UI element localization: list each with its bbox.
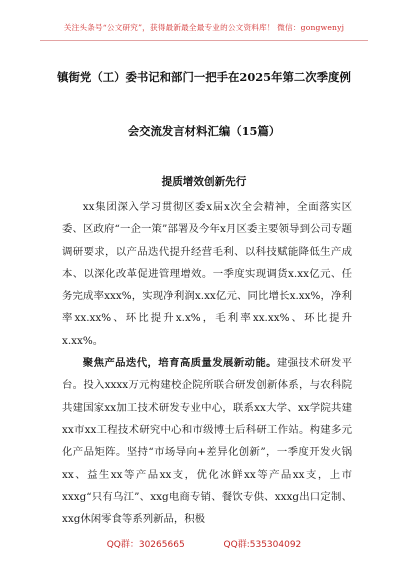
paragraph-1-text: xx集团深入学习贯彻区委x届x次全会精神，全面落实区委、区政府“一企一策”部署及今年x月区委主要领导到公司专题调研要求，以产品迭代提升经营毛利、以科技赋能降低生产成本、以深化改革促进管理增效。一季度实现调货x.xx亿元、任务完成率xxx%，实现净利润x.xx亿元、同比增长x.xx%，净利率xx.xx%、环比提升x.x%，毛利率xx.xx%、环比提升x.xx%。 bbox=[62, 201, 352, 347]
section-title: 提质增效创新先行 bbox=[161, 176, 247, 188]
header-divider bbox=[40, 40, 368, 41]
document-title-line-1: 镇街党（工）委书记和部门一把手在2025年第二次季度例 bbox=[57, 70, 351, 84]
footer-qq-group-1: QQ群：30265665 bbox=[106, 540, 185, 550]
header-note: 关注头条号“公文研究”，获得最新最全最专业的公文资料库！ 微信：gongwenyj bbox=[63, 23, 345, 32]
document-title-line-2: 会交流发言材料汇编（15篇） bbox=[127, 124, 281, 138]
footer-qq-group-2: QQ群:535304092 bbox=[223, 540, 302, 550]
paragraph-2-lead: 聚焦产品迭代，培育高质量发展新动能。 bbox=[82, 357, 277, 370]
body-text bbox=[62, 196, 352, 530]
paragraph-2-text: 建强技术研发平台。投入xxxx万元构建校企院所联合研发创新体系，与农科院共建国家xx加工技术研发专业中心，联系xx大学、xx学院共建xx市xx工程技术研究中心和市级博士后科研工作站。构建多元化产品矩阵。坚持“市场导向+差异化创新”，一季度开发火锅xx、益生xx等产品xx支，优化冰鲜xx等产品xx支，上市xxxg“只有乌江”、xxg电商专销、餐饮专供、xxxg出口定制、xxg休闲零食等系列新品，积极 bbox=[62, 357, 352, 526]
paragraph-2 bbox=[62, 352, 352, 530]
footer bbox=[0, 537, 408, 550]
paragraph-1 bbox=[62, 196, 352, 352]
